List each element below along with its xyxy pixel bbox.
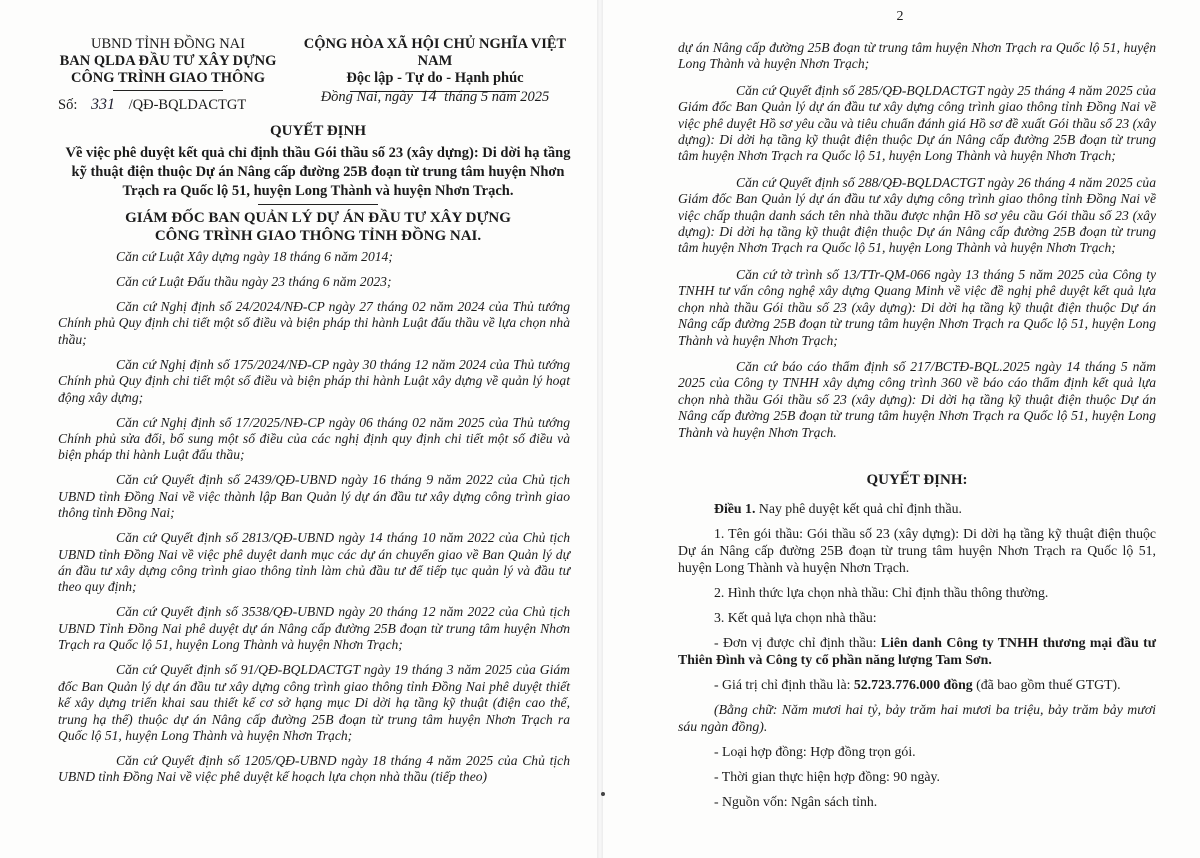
- basis-paragraph: Căn cứ Luật Đấu thầu ngày 23 tháng 6 năm 2023;: [116, 274, 392, 289]
- basis-paragraph: Căn cứ báo cáo thẩm định số 217/BCTĐ-BQL.2025 ngày 14 tháng 5 năm 2025 của Công ty TNHH xây dựng công trình 360 về báo cáo thẩm định kết quả lựa chọn nhà thầu Gói thầu số 23 (xây dựng): Di dời hạ tầng kỹ thuật điện thuộc Dự án Nâng cấp đường 25B đoạn từ trung tâm huyện Nhơn Trạch ra Quốc lộ 51, huyện Long Thành và huyện Nhơn Trạch.: [678, 358, 1156, 440]
- article-1: [678, 500, 1156, 818]
- basis-paragraph: Căn cứ Luật Xây dựng ngày 18 tháng 6 năm 2014;: [116, 249, 393, 264]
- issuing-agency: [58, 36, 278, 91]
- article-1-intro: [678, 500, 1156, 517]
- selection-method: 2. Hình thức lựa chọn nhà thầu: Chỉ định thầu thông thường.: [714, 585, 1049, 600]
- selection-result: 3. Kết quả lựa chọn nhà thầu:: [714, 610, 877, 625]
- article-text: Nay phê duyệt kết quả chỉ định thầu.: [758, 501, 962, 516]
- basis-paragraph: Căn cứ Quyết định số 288/QĐ-BQLDACTGT ngày 26 tháng 4 năm 2025 của Giám đốc Ban Quản lý dự án đầu tư xây dựng công trình giao thông tỉnh Đồng Nai về việc chấp thuận danh sách tên nhà thầu được nhận Hồ sơ yêu cầu Gói thầu số 23 (xây dựng): Di dời hạ tầng kỹ thuật điện thuộc Dự án Nâng cấp đường 25B đoạn từ trung tâm huyện Nhơn Trạch ra Quốc lộ 51, huyện Long Thành và huyện Nhơn Trạch;: [678, 174, 1156, 256]
- value-amount: 52.723.776.000 đồng: [853, 677, 973, 692]
- handwritten-number: 331: [90, 96, 115, 113]
- contract-value: [678, 676, 1156, 693]
- value-label: - Giá trị chỉ định thầu là:: [714, 677, 851, 692]
- issuer-line-2: CÔNG TRÌNH GIAO THÔNG TỈNH ĐỒNG NAI.: [154, 228, 482, 244]
- agency-underline: [113, 90, 223, 91]
- legal-basis-right: [678, 40, 1156, 451]
- value-in-words: (Bằng chữ: Năm mươi hai tỷ, bảy trăm hai mươi ba triệu, bảy trăm bảy mươi sáu ngàn đồng).: [678, 702, 1156, 734]
- basis-paragraph: Căn cứ Quyết định số 1205/QĐ-UBND ngày 18 tháng 4 năm 2025 của Chủ tịch UBND tỉnh Đồng Nai về việc phê duyệt kế hoạch lựa chọn nhà thầu (tiếp theo): [58, 752, 570, 785]
- decision-heading: QUYẾT ĐỊNH:: [866, 472, 968, 488]
- contract-duration: - Thời gian thực hiện hợp đồng: 90 ngày.: [714, 769, 940, 784]
- basis-paragraph: Căn cứ Quyết định số 285/QĐ-BQLDACTGT ngày 25 tháng 4 năm 2025 của Giám đốc Ban Quản lý dự án đầu tư xây dựng công trình giao thông tỉnh Đồng Nai về việc phê duyệt Hồ sơ yêu cầu và tiêu chuẩn đánh giá Hồ sơ đề xuất Gói thầu số 23 (xây dựng): Di dời hạ tầng kỹ thuật điện thuộc Dự án Nâng cấp đường 25B đoạn từ trung tâm huyện Nhơn Trạch ra Quốc lộ 51, huyện Long Thành và huyện Nhơn Trạch;: [678, 82, 1156, 164]
- basis-paragraph: Căn cứ Quyết định số 3538/QĐ-UBND ngày 20 tháng 12 năm 2022 của Chủ tịch UBND Tỉnh Đồng Nai phê duyệt dự án Nâng cấp đường 25B đoạn từ trung tâm huyện Nhơn Trạch ra Quốc lộ 51, huyện Long Thành và huyện Nhơn Trạch;: [58, 604, 570, 653]
- subject-underline: [258, 204, 378, 205]
- document-subject: [58, 144, 578, 205]
- issuer-line-1: GIÁM ĐỐC BAN QUẢN LÝ DỰ ÁN ĐẦU TƯ XÂY DỰNG: [125, 210, 511, 226]
- basis-paragraph: Căn cứ Quyết định số 2439/QĐ-UBND ngày 16 tháng 9 năm 2022 của Chủ tịch UBND tỉnh Đồng Nai về việc thành lập Ban Quản lý dự án đầu tư xây dựng công trình giao thông tỉnh Đồng Nai;: [58, 472, 570, 521]
- basis-paragraph: Căn cứ Quyết định số 91/QĐ-BQLDACTGT ngày 19 tháng 3 năm 2025 của Giám đốc Ban Quản lý dự án đầu tư xây dựng công trình giao thông tỉnh Đồng Nai phê duyệt thiết kế xây dựng triển khai sau thiết kế cơ sở hạng mục Di dời hạ tầng kỹ thuật (điện cao thế, trung hạ thế) thuộc dự án Nâng cấp đường 25B đoạn từ trung tâm huyện Nhơn Trạch ra Quốc lộ 51, huyện Long Thành và huyện Nhơn Trạch;: [58, 662, 570, 743]
- contractor-name: Liên danh Công ty TNHH thương mại đầu tư Thiên Đình và Công ty cổ phần năng lượng Tam Sơn.: [678, 635, 1156, 667]
- legal-basis-left: [58, 249, 570, 794]
- so-suffix: /QĐ-BQLDACTGT: [128, 97, 247, 113]
- agency-line-3: CÔNG TRÌNH GIAO THÔNG: [70, 70, 266, 86]
- subject-text: Về việc phê duyệt kết quả chỉ định thầu Gói thầu số 23 (xây dựng): Di dời hạ tầng kỹ thuật điện thuộc Dự án Nâng cấp đường 25B đoạn từ trung tâm huyện Nhơn Trạch ra Quốc lộ 51, huyện Long Thành và huyện Nhơn Trạch.: [65, 145, 571, 199]
- handwritten-day: 14: [420, 88, 437, 105]
- motto: Độc lập - Tự do - Hạnh phúc: [346, 70, 524, 86]
- national-motto: [290, 36, 580, 92]
- package-name: 1. Tên gói thầu: Gói thầu số 23 (xây dựng): Di dời hạ tầng kỹ thuật điện thuộc Dự án Nâng cấp đường 25B đoạn từ trung tâm huyện Nhơn Trạch ra Quốc lộ 51, huyện Long Thành và huyện Nhơn Trạch.: [678, 526, 1156, 575]
- contractor-label: - Đơn vị được chỉ định thầu:: [714, 635, 877, 650]
- basis-paragraph: Căn cứ Nghị định số 175/2024/NĐ-CP ngày 30 tháng 12 năm 2024 của Thủ tướng Chính phủ Quy định chi tiết một số điều và biện pháp thi hành Luật xây dựng về quản lý hoạt động xây dựng;: [58, 356, 570, 405]
- nation-name: CỘNG HÒA XÃ HỘI CHỦ NGHĨA VIỆT NAM: [303, 36, 567, 69]
- document-number: [58, 96, 246, 114]
- contractor: [678, 634, 1156, 668]
- so-label: Số:: [58, 97, 78, 113]
- basis-paragraph: Căn cứ Nghị định số 24/2024/NĐ-CP ngày 27 tháng 02 năm 2024 của Thủ tướng Chính phủ Quy định chi tiết một số điều và biện pháp thi hành Luật đấu thầu về lựa chọn nhà thầu;: [58, 299, 570, 347]
- place-suffix: tháng 5 năm 2025: [444, 89, 550, 105]
- agency-line-2: BAN QLDA ĐẦU TƯ XÂY DỰNG: [59, 53, 277, 69]
- basis-paragraph: Căn cứ Quyết định số 2813/QĐ-UBND ngày 14 tháng 10 năm 2022 của Chủ tịch UBND tỉnh Đồng Nai về việc phê duyệt danh mục các dự án chuyển giao về Ban Quản lý dự án đầu tư xây dựng công trình giao thông tỉnh làm chủ đầu tư để tiếp tục quản lý và đầu tư theo quy định;: [58, 530, 570, 595]
- place-prefix: Đồng Nai, ngày: [320, 89, 413, 105]
- agency-line-1: UBND TỈNH ĐỒNG NAI: [91, 36, 245, 52]
- value-note: (đã bao gồm thuế GTGT).: [976, 677, 1121, 692]
- place-date: [290, 88, 580, 106]
- issuer-title: [58, 209, 578, 245]
- article-label: Điều 1.: [714, 501, 756, 516]
- contract-type: - Loại hợp đồng: Hợp đồng trọn gói.: [714, 744, 916, 759]
- basis-continuation: dự án Nâng cấp đường 25B đoạn từ trung tâm huyện Nhơn Trạch ra Quốc lộ 51, huyện Long Thành và huyện Nhơn Trạch;: [678, 40, 1156, 72]
- document-title: QUYẾT ĐỊNH: [270, 123, 366, 139]
- page-number: 2: [896, 9, 904, 24]
- basis-paragraph: Căn cứ Nghị định số 17/2025/NĐ-CP ngày 06 tháng 02 năm 2025 của Thủ tướng Chính phủ sửa đổi, bổ sung một số điều của các nghị định quy định chi tiết một số điều và biện pháp thi hành Luật đấu thầu;: [58, 414, 570, 463]
- basis-paragraph: Căn cứ tờ trình số 13/TTr-QM-066 ngày 13 tháng 5 năm 2025 của Công ty TNHH tư vấn công nghệ xây dựng Quang Minh về việc đề nghị phê duyệt kết quả lựa chọn nhà thầu Gói thầu số 23 (xây dựng): Di dời hạ tầng kỹ thuật điện thuộc Dự án Nâng cấp đường 25B đoạn từ trung tâm huyện Nhơn Trạch ra Quốc lộ 51, huyện Long Thành và huyện Nhơn Trạch;: [678, 266, 1156, 348]
- funding-source: - Nguồn vốn: Ngân sách tỉnh.: [714, 794, 878, 809]
